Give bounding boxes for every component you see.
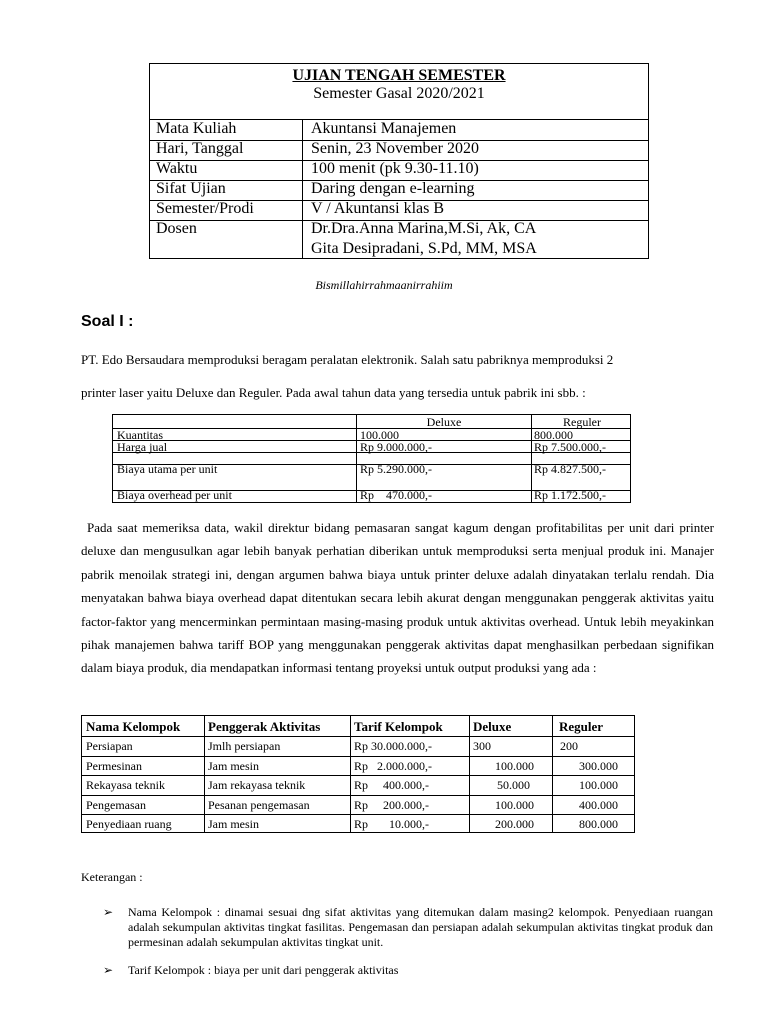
exam-subtitle: Semester Gasal 2020/2021 (313, 85, 485, 102)
info-value: Dr.Dra.Anna Marina,M.Si, Ak, CA (311, 220, 537, 237)
table2-header-nama: Nama Kelompok (86, 719, 181, 734)
table2-cell-deluxe: 50.000 (497, 778, 530, 792)
note-tarif-kelompok: Tarif Kelompok : biaya per unit dari penggerak aktivitas (128, 963, 399, 977)
table2-header-penggerak: Penggerak Aktivitas (208, 719, 321, 734)
table1-header-deluxe: Deluxe (426, 415, 462, 429)
intro-line-2: printer laser yaitu Deluxe dan Reguler. Pada awal tahun data yang tersedia untuk pabrik ini sbb. : (81, 385, 586, 400)
info-value: V / Akuntansi klas B (311, 200, 445, 217)
table1-cell-reguler: Rp 7.500.000,- (534, 440, 606, 454)
table2-cell-penggerak: Pesanan pengemasan (208, 798, 310, 812)
exam-title: UJIAN TENGAH SEMESTER (292, 67, 506, 84)
arrow-bullet-icon: ➢ (103, 963, 114, 977)
table2-cell-tarif: Rp 200.000,- (354, 798, 429, 812)
table2-cell-reguler: 800.000 (579, 817, 618, 831)
info-value: 100 menit (pk 9.30-11.10) (311, 160, 479, 177)
table1-cell-reguler: Rp 4.827.500,- (534, 462, 606, 476)
info-label: Hari, Tanggal (156, 140, 244, 157)
table1-row-label: Kuantitas (117, 428, 163, 442)
table2-cell-penggerak: Jmlh persiapan (208, 739, 281, 753)
table2-cell-tarif: Rp 10.000,- (354, 817, 429, 831)
table1-cell-reguler: 800.000 (534, 428, 573, 442)
info-value: Daring dengan e-learning (311, 180, 475, 197)
exam-header-box (149, 63, 649, 259)
table1-cell-reguler: Rp 1.172.500,- (534, 488, 606, 502)
info-label: Sifat Ujian (156, 180, 226, 197)
table2-cell-nama: Permesinan (86, 759, 142, 773)
activity-driver-table (81, 715, 635, 833)
table2-cell-penggerak: Jam mesin (208, 759, 259, 773)
table2-cell-reguler: 200 (560, 739, 578, 753)
table2-cell-nama: Rekayasa teknik (86, 778, 165, 792)
table2-cell-nama: Penyediaan ruang (86, 817, 172, 831)
table1-cell-deluxe: Rp 9.000.000,- (360, 440, 432, 454)
note-nama-kelompok: Nama Kelompok : dinamai sesuai dng sifat aktivitas yang ditemukan dalam masing2 kelompok. Penyediaan ruangan adalah sekumpulan aktivitas tingkat fasilitas. Pengemasan dan persiapan adalah sekumpulan aktivitas tingkat produk dan permesinan adalah sekumpulan aktivitas tingkat unit. (128, 905, 713, 949)
table1-cell-deluxe: Rp 470.000,- (360, 488, 432, 502)
info-label: Semester/Prodi (156, 200, 254, 217)
table1-row-label: Harga jual (117, 440, 168, 454)
table2-header-deluxe: Deluxe (473, 719, 512, 734)
info-value: Senin, 23 November 2020 (311, 140, 479, 157)
table2-header-reguler: Reguler (559, 719, 604, 734)
product-data-table (112, 414, 631, 503)
table2-cell-tarif: Rp 2.000.000,- (354, 759, 432, 773)
table2-cell-tarif: Rp 30.000.000,- (354, 739, 432, 753)
info-label: Mata Kuliah (156, 120, 237, 137)
table2-cell-reguler: 300.000 (579, 759, 618, 773)
table2-header-tarif: Tarif Kelompok (354, 719, 443, 734)
table2-cell-deluxe: 200.000 (495, 817, 534, 831)
table2-cell-penggerak: Jam mesin (208, 817, 259, 831)
keterangan-label: Keterangan : (81, 870, 143, 884)
bismillah-text: Bismillahirrahmaanirrahiim (315, 278, 453, 292)
table2-cell-deluxe: 100.000 (495, 759, 534, 773)
table2-cell-deluxe: 100.000 (495, 798, 534, 812)
section-title: Soal I : (81, 313, 134, 330)
table2-cell-penggerak: Jam rekayasa teknik (208, 778, 306, 792)
table2-cell-reguler: 400.000 (579, 798, 618, 812)
table1-cell-deluxe: 100.000 (360, 428, 399, 442)
arrow-bullet-icon: ➢ (103, 905, 114, 919)
table1-row-label: Biaya utama per unit (117, 462, 218, 476)
body-paragraph: Pada saat memeriksa data, wakil direktur bidang pemasaran sangat kagum dengan profitabilitas per unit dari printer deluxe dan mengusulkan agar lebih banyak perhatian diberikan untuk memproduksi serta menjual produk ini. Manajer pabrik menoilak strategi ini, dengan argumen bahwa biaya untuk printer deluxe adalah dinyatakan terlalu rendah. Dia menyatakan bahwa biaya overhead dapat ditentukan secara lebih akurat dengan menggunakan penggerak aktivitas yaitu factor-faktor yang mencerminkan permintaan masing-masing produk untuk aktivitas overhead. Untuk lebih meyakinkan pihak manajemen bahwa tariff BOP yang menggunakan penggerak aktivitas dapat menghasilkan perbedaan signifikan dalam biaya produk, dia mendapatkan informasi tentang proyeksi untuk output produksi yang ada : (81, 520, 714, 676)
table1-row-label: Biaya overhead per unit (117, 488, 232, 502)
table2-cell-deluxe: 300 (473, 739, 491, 753)
table1-cell-deluxe: Rp 5.290.000,- (360, 462, 432, 476)
table2-cell-nama: Pengemasan (86, 798, 146, 812)
table2-cell-reguler: 100.000 (579, 778, 618, 792)
info-label: Dosen (156, 220, 197, 237)
intro-line-1: PT. Edo Bersaudara memproduksi beragam peralatan elektronik. Salah satu pabriknya memproduksi 2 (81, 352, 614, 367)
table2-cell-nama: Persiapan (86, 739, 133, 753)
table1-header-reguler: Reguler (563, 415, 601, 429)
exam-title-area (150, 64, 648, 120)
info-value: Akuntansi Manajemen (311, 120, 457, 137)
table2-cell-tarif: Rp 400.000,- (354, 778, 429, 792)
info-value-second: Gita Desipradani, S.Pd, MM, MSA (311, 240, 537, 257)
info-label: Waktu (156, 160, 198, 177)
